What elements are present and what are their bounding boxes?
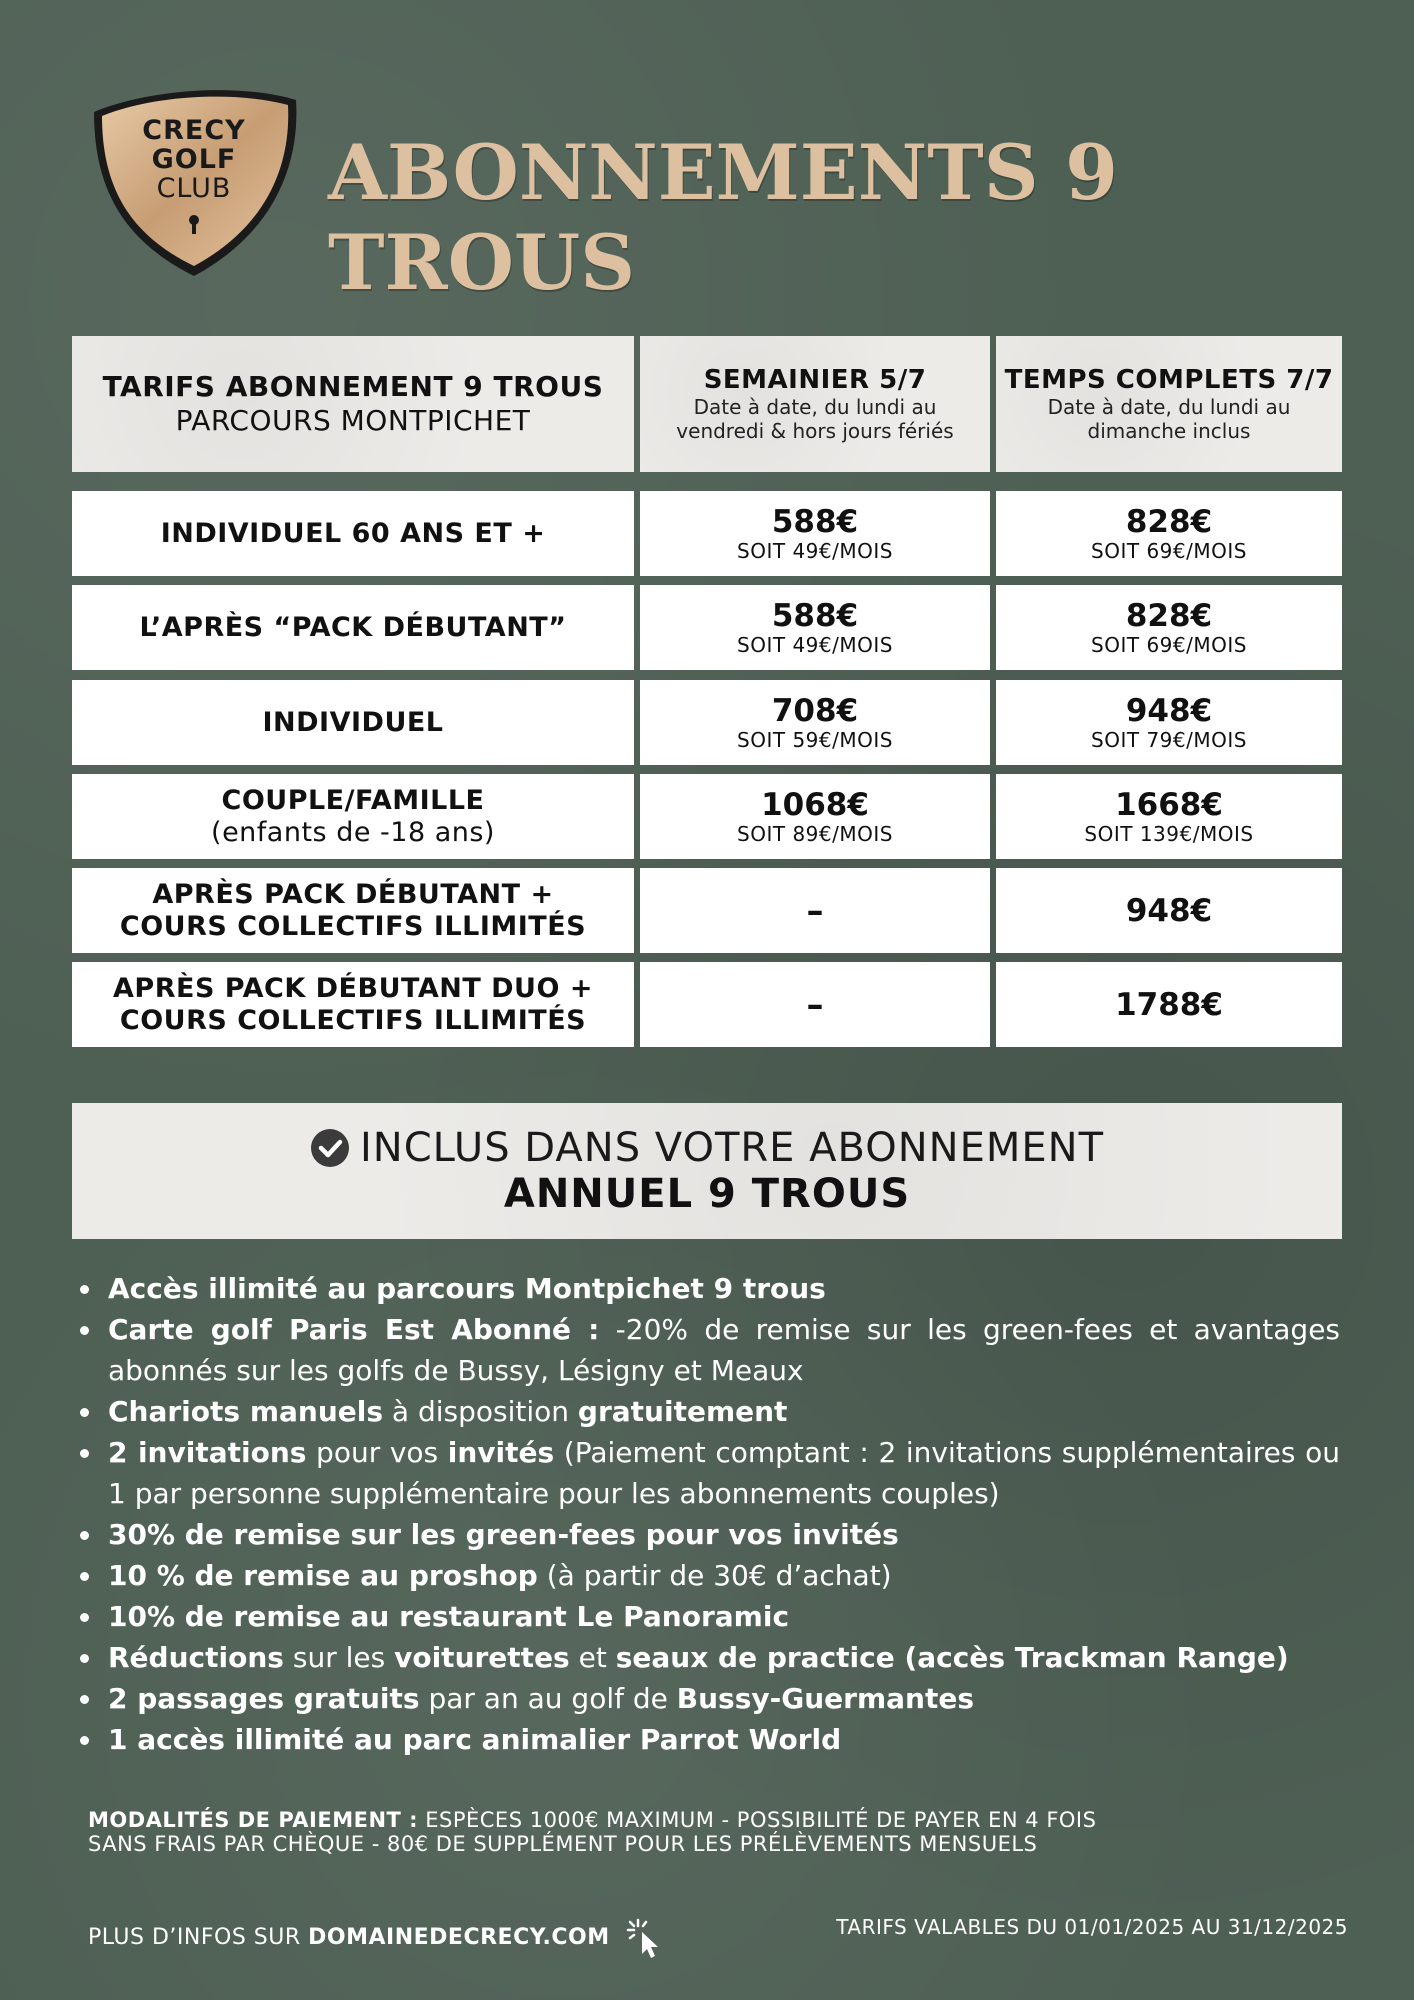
row-label-text: APRÈS PACK DÉBUTANT DUO +	[113, 972, 593, 1004]
monthly-price: SOIT 79€/MOIS	[1091, 727, 1247, 752]
list-item	[78, 1719, 1340, 1760]
table-cell-temps-complets	[996, 585, 1342, 670]
column-header-semainier	[640, 336, 990, 472]
benefit-text: pour vos	[306, 1436, 448, 1469]
table-row-label	[72, 868, 634, 953]
benefit-bold: 2 invitations	[108, 1436, 307, 1469]
benefit-bold: seaux de practice (accès Trackman Range)	[615, 1641, 1289, 1674]
monthly-price: SOIT 69€/MOIS	[1091, 538, 1247, 563]
logo-line-3: CLUB	[156, 173, 232, 204]
table-cell-semainier	[640, 962, 990, 1047]
price: 948€	[1125, 692, 1213, 729]
benefit-bold: voiturettes	[394, 1641, 570, 1674]
footer-info-prefix: PLUS D’INFOS SUR	[88, 1925, 309, 1950]
logo-line-2: GOLF	[151, 144, 237, 175]
table-cell-semainier	[640, 680, 990, 765]
table-subtitle: PARCOURS MONTPICHET	[175, 404, 531, 437]
table-row-label	[72, 680, 634, 765]
included-heading-text: INCLUS DANS VOTRE ABONNEMENT	[359, 1125, 1104, 1171]
benefit-text: sur les	[283, 1641, 395, 1674]
payment-line-2: SANS FRAIS PAR CHÈQUE - 80€ DE SUPPLÉMENT POUR LES PRÉLÈVEMENTS MENSUELS	[88, 1832, 1038, 1856]
row-label-subtext: COURS COLLECTIFS ILLIMITÉS	[119, 910, 587, 942]
benefit-text: (à partir de 30€ d’achat)	[537, 1559, 892, 1592]
row-label-text: INDIVIDUEL 60 ANS ET +	[160, 517, 546, 549]
benefit-text: par an au golf de	[419, 1682, 677, 1715]
list-item	[78, 1309, 1340, 1391]
benefits-list	[78, 1268, 1340, 1760]
monthly-price: SOIT 89€/MOIS	[737, 821, 893, 846]
row-label-text: COUPLE/FAMILLE	[221, 784, 485, 816]
table-cell-temps-complets	[996, 962, 1342, 1047]
not-available-dash: –	[806, 890, 824, 931]
table-row-label	[72, 962, 634, 1047]
column-title-temps-complets: TEMPS COMPLETS 7/7	[1004, 365, 1334, 395]
column-title-semainier: SEMAINIER 5/7	[703, 365, 927, 395]
benefit-bold: Carte golf Paris Est Abonné :	[108, 1313, 600, 1346]
table-row-label	[72, 491, 634, 576]
club-logo	[86, 72, 302, 278]
list-item	[78, 1596, 1340, 1637]
table-cell-semainier	[640, 585, 990, 670]
not-available-dash: –	[806, 984, 824, 1025]
column-subtitle-semainier: Date à date, du lundi au vendredi & hors jours fériés	[676, 395, 954, 443]
benefit-bold: 30% de remise sur les green-fees pour vos invités	[108, 1518, 899, 1551]
benefit-text: (Paiement comptant : 2 invitations supplémentaires ou 1 par personne supplémentaire pour les abonnements couples)	[108, 1436, 1340, 1510]
price: 828€	[1125, 503, 1213, 540]
price: 948€	[1125, 892, 1213, 929]
table-cell-temps-complets	[996, 774, 1342, 859]
footer-info	[88, 1916, 668, 1960]
price: 1068€	[761, 786, 869, 823]
column-subtitle-temps-complets: Date à date, du lundi au dimanche inclus	[1047, 395, 1291, 443]
table-header-title-cell	[72, 336, 634, 472]
included-heading	[310, 1125, 1104, 1171]
benefit-bold: Bussy-Guermantes	[676, 1682, 975, 1715]
table-cell-temps-complets	[996, 491, 1342, 576]
logo-line-1: CRECY	[142, 115, 246, 146]
price: 1788€	[1115, 986, 1223, 1023]
row-label-subtext: (enfants de -18 ans)	[211, 816, 495, 848]
table-title: TARIFS ABONNEMENT 9 TROUS	[102, 370, 604, 403]
benefit-text: -20% de remise sur les green-fees et avantages abonnés sur les golfs de Bussy, Lésigny et Meaux	[108, 1313, 1341, 1387]
logo-text	[86, 116, 302, 203]
payment-label: MODALITÉS DE PAIEMENT :	[88, 1808, 419, 1832]
row-label-text: L’APRÈS “PACK DÉBUTANT”	[139, 611, 567, 643]
list-item	[78, 1555, 1340, 1596]
benefit-bold: Chariots manuels	[108, 1395, 384, 1428]
benefit-bold: 1 accès illimité au parc animalier Parrot World	[108, 1723, 842, 1756]
list-item	[78, 1268, 1340, 1309]
price: 708€	[771, 692, 859, 729]
table-cell-semainier	[640, 868, 990, 953]
price: 1668€	[1115, 786, 1223, 823]
monthly-price: SOIT 49€/MOIS	[737, 632, 893, 657]
payment-terms	[88, 1808, 1328, 1856]
validity-dates: TARIFS VALABLES DU 01/01/2025 AU 31/12/2025	[836, 1915, 1348, 1939]
row-label-text: INDIVIDUEL	[262, 706, 444, 738]
list-item	[78, 1391, 1340, 1432]
monthly-price: SOIT 49€/MOIS	[737, 538, 893, 563]
table-row-label	[72, 585, 634, 670]
list-item	[78, 1678, 1340, 1719]
column-header-temps-complets	[996, 336, 1342, 472]
row-label-text: APRÈS PACK DÉBUTANT +	[152, 878, 554, 910]
benefit-text: et	[569, 1641, 616, 1674]
table-cell-semainier	[640, 774, 990, 859]
benefit-bold: 2 passages gratuits	[108, 1682, 420, 1715]
table-cell-semainier	[640, 491, 990, 576]
table-row-label	[72, 774, 634, 859]
benefit-bold: Accès illimité au parcours Montpichet 9 trous	[108, 1272, 826, 1305]
website-link[interactable]: DOMAINEDECRECY.COM	[308, 1925, 610, 1950]
table-cell-temps-complets	[996, 680, 1342, 765]
price: 828€	[1125, 597, 1213, 634]
table-cell-temps-complets	[996, 868, 1342, 953]
monthly-price: SOIT 69€/MOIS	[1091, 632, 1247, 657]
row-label-subtext: COURS COLLECTIFS ILLIMITÉS	[119, 1004, 587, 1036]
price: 588€	[771, 597, 859, 634]
payment-line-1: ESPÈCES 1000€ MAXIMUM - POSSIBILITÉ DE PAYER EN 4 FOIS	[418, 1808, 1097, 1832]
benefit-bold: gratuitement	[577, 1395, 788, 1428]
page-title: ABONNEMENTS 9 TROUS	[328, 128, 1118, 307]
benefit-bold: Réductions	[108, 1641, 284, 1674]
cursor-click-icon	[624, 1916, 668, 1960]
benefit-bold: 10% de remise au restaurant Le Panoramic	[108, 1600, 790, 1633]
included-banner	[72, 1103, 1342, 1239]
benefit-bold: 10 % de remise au proshop	[108, 1559, 538, 1592]
benefit-text: à disposition	[383, 1395, 578, 1428]
monthly-price: SOIT 139€/MOIS	[1084, 821, 1254, 846]
list-item	[78, 1432, 1340, 1514]
benefit-bold: invités	[447, 1436, 555, 1469]
included-subheading: ANNUEL 9 TROUS	[503, 1171, 911, 1217]
list-item	[78, 1514, 1340, 1555]
list-item	[78, 1637, 1340, 1678]
price: 588€	[771, 503, 859, 540]
check-circle-icon	[310, 1128, 350, 1168]
monthly-price: SOIT 59€/MOIS	[737, 727, 893, 752]
